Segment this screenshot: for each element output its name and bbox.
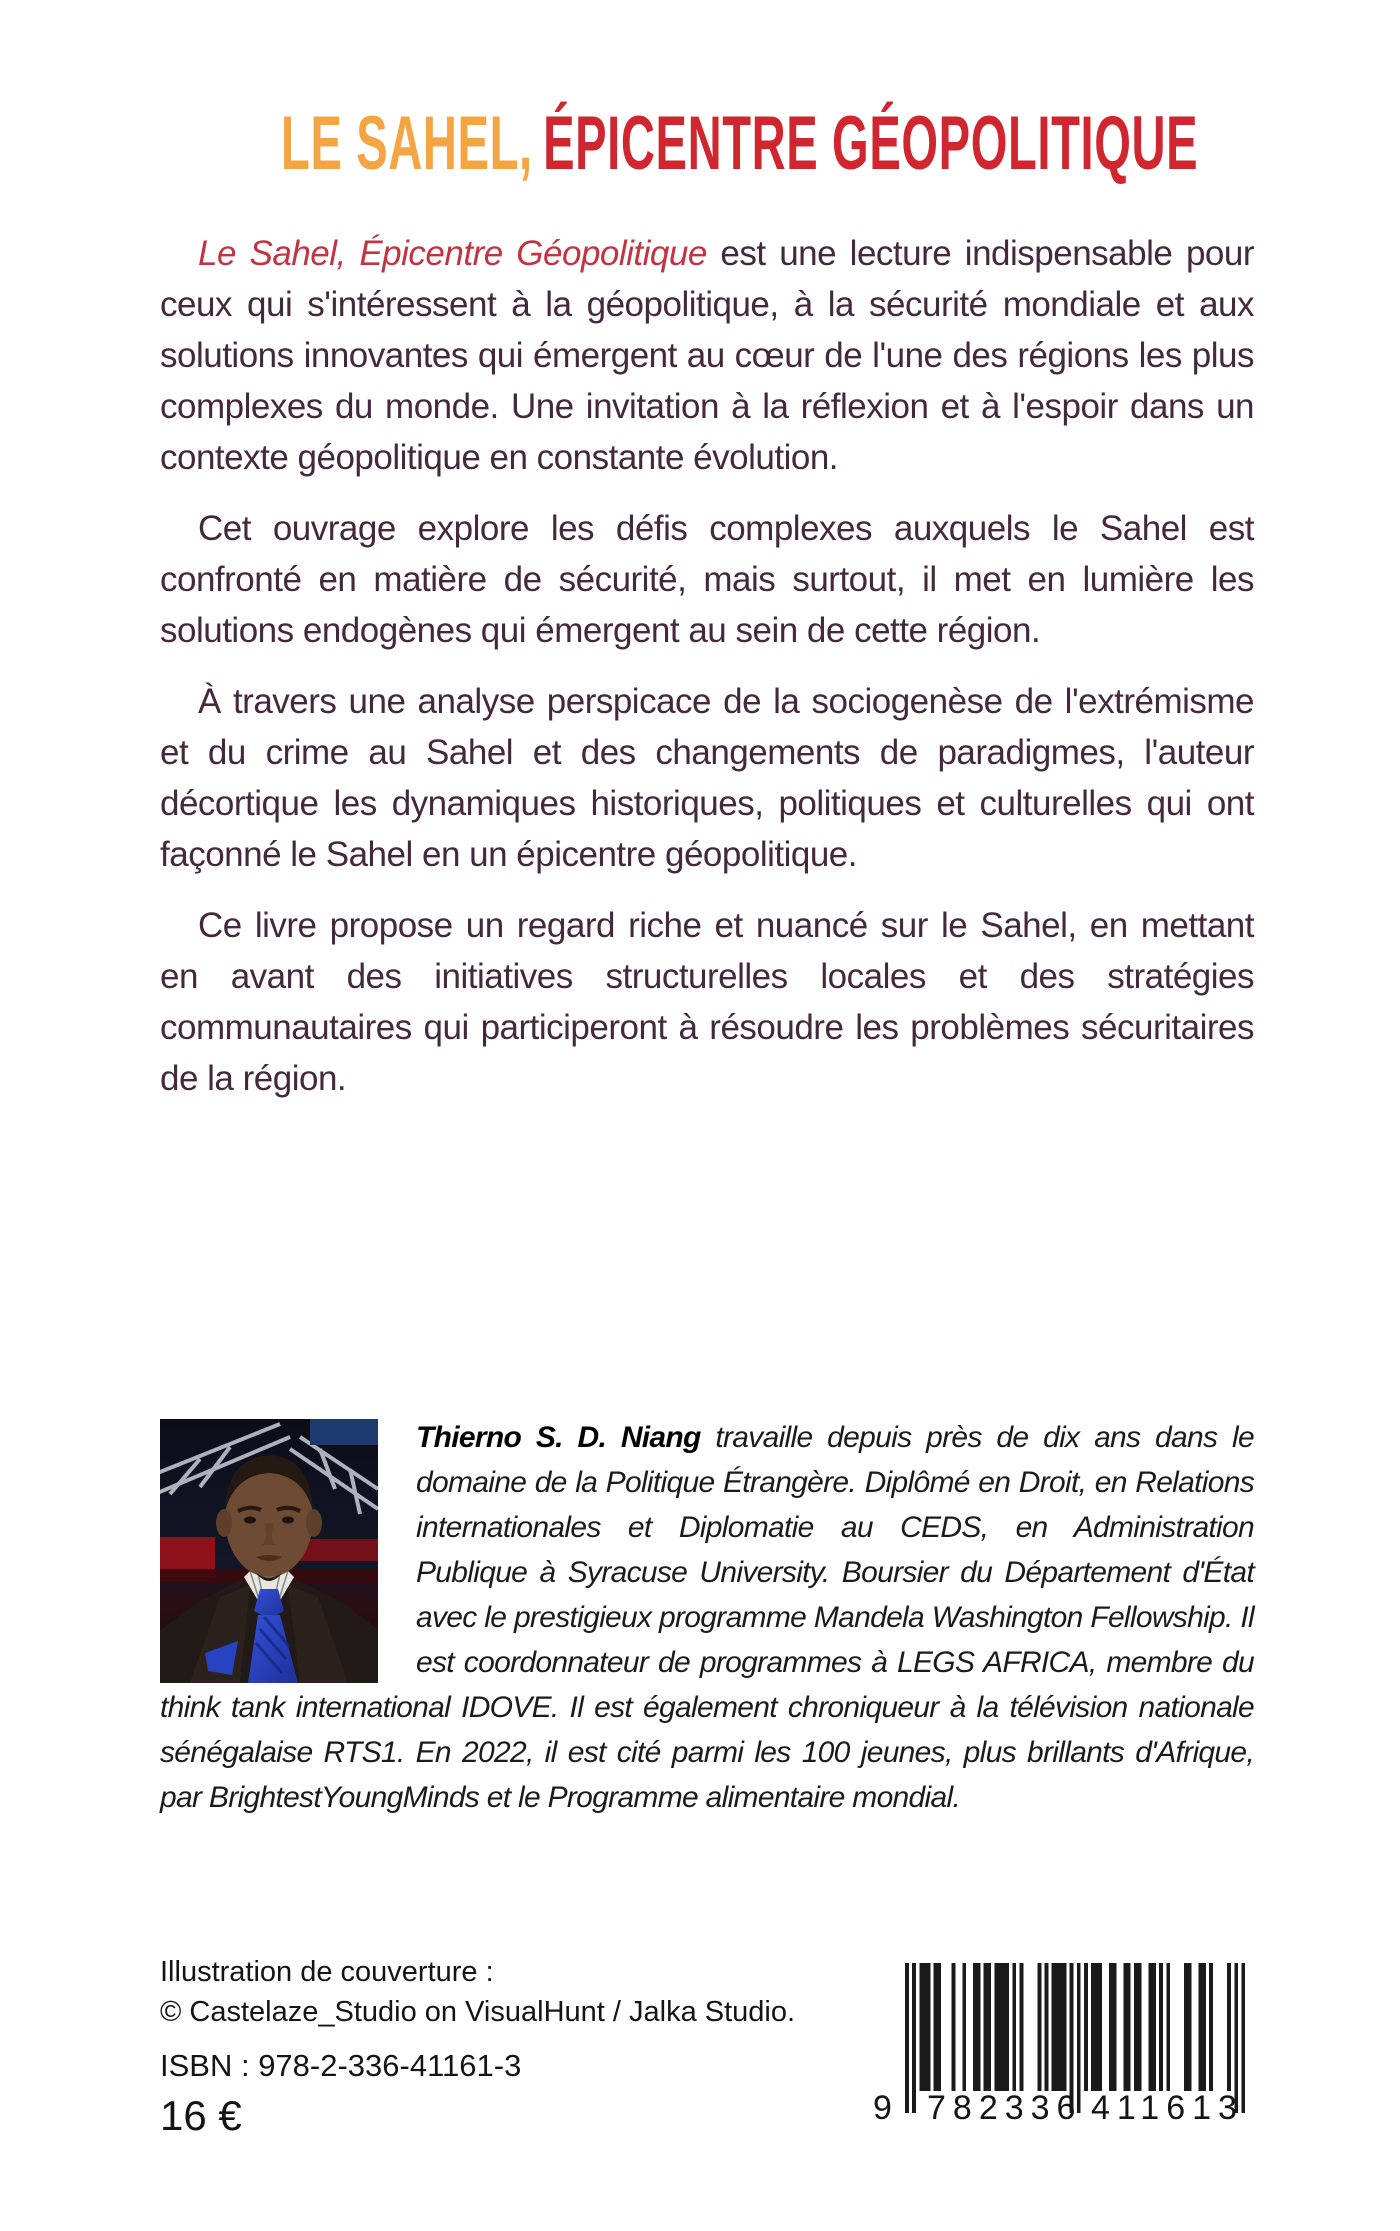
title-row <box>0 101 1400 186</box>
price-text: 16 € <box>160 2092 242 2139</box>
synopsis-paragraph-3: À travers une analyse perspicace de la sociogenèse de l'extrémisme et du crime au Sahel et des changements de paradigmes, l'auteur décortique les dynamiques historiques, politiques et culturelles qui ont façonné le Sahel en un épicentre géopolitique. <box>160 682 1254 874</box>
barcode <box>873 1963 1245 2141</box>
synopsis-paragraph-2: Cet ouvrage explore les défis complexes auxquels le Sahel est confronté en matière de sécurité, mais surtout, il met en lumière les solutions endogènes qui émergent au sein de cette région. <box>160 509 1254 650</box>
synopsis-paragraph-1 <box>160 228 1254 483</box>
author-photo <box>160 1419 378 1683</box>
book-title <box>281 101 1199 186</box>
synopsis-lead-title: Le Sahel, Épicentre Géopolitique <box>198 234 707 273</box>
isbn-text: ISBN : 978-2-336-41161-3 <box>160 2048 522 2083</box>
book-title-part1: LE SAHEL, <box>281 101 533 186</box>
author-bio-block <box>160 1415 1254 1820</box>
synopsis-paragraph-4: Ce livre propose un regard riche et nuancé sur le Sahel, en mettant en avant des initiatives structurelles locales et des stratégies communautaires qui participeront à résoudre les problèmes sécuritaires de la région. <box>160 906 1254 1098</box>
barcode-digit-first: 9 <box>873 2089 892 2127</box>
cover-credit-line2: © Castelaze_Studio on VisualHunt / Jalka Studio. <box>160 1996 796 2028</box>
synopsis <box>160 228 1254 1124</box>
cover-credit-line1: Illustration de couverture : <box>160 1956 494 1988</box>
cover-credits <box>160 1952 795 2032</box>
author-name: Thierno S. D. Niang <box>416 1421 701 1454</box>
author-bio-rest: travaille depuis près de dix ans dans le domaine de la Politique Étrangère. Diplômé en Droit, en Relations internationales et Diplomatie au CEDS, en Administration Publique à Syracuse University. Boursier du Département d'État avec le prestigieux programme Mandela Washington Fellowship. Il est coordonnateur de programmes à LEGS AFRICA, membre du think tank international IDOVE. Il est également chroniqueur à la télévision nationale sénégalaise RTS1. En 2022, il est cité parmi les 100 jeunes, plus brillants d'Afrique, par BrightestYoungMinds et le Programme alimentaire mondial. <box>160 1421 1254 1814</box>
barcode-digits-left: 782336 <box>927 2089 1083 2127</box>
synopsis-paragraph-1-text: est une lecture indispensable pour ceux qui s'intéressent à la géopolitique, à la sécurité mondiale et aux solutions innovantes qui émergent au cœur de l'une des régions les plus complexes du monde. Une invitation à la réflexion et à l'espoir dans un contexte géopolitique en constante évolution. <box>160 234 1254 477</box>
book-title-part2: ÉPICENTRE GÉOPOLITIQUE <box>543 101 1199 186</box>
barcode-digits-right: 411613 <box>1091 2089 1244 2127</box>
